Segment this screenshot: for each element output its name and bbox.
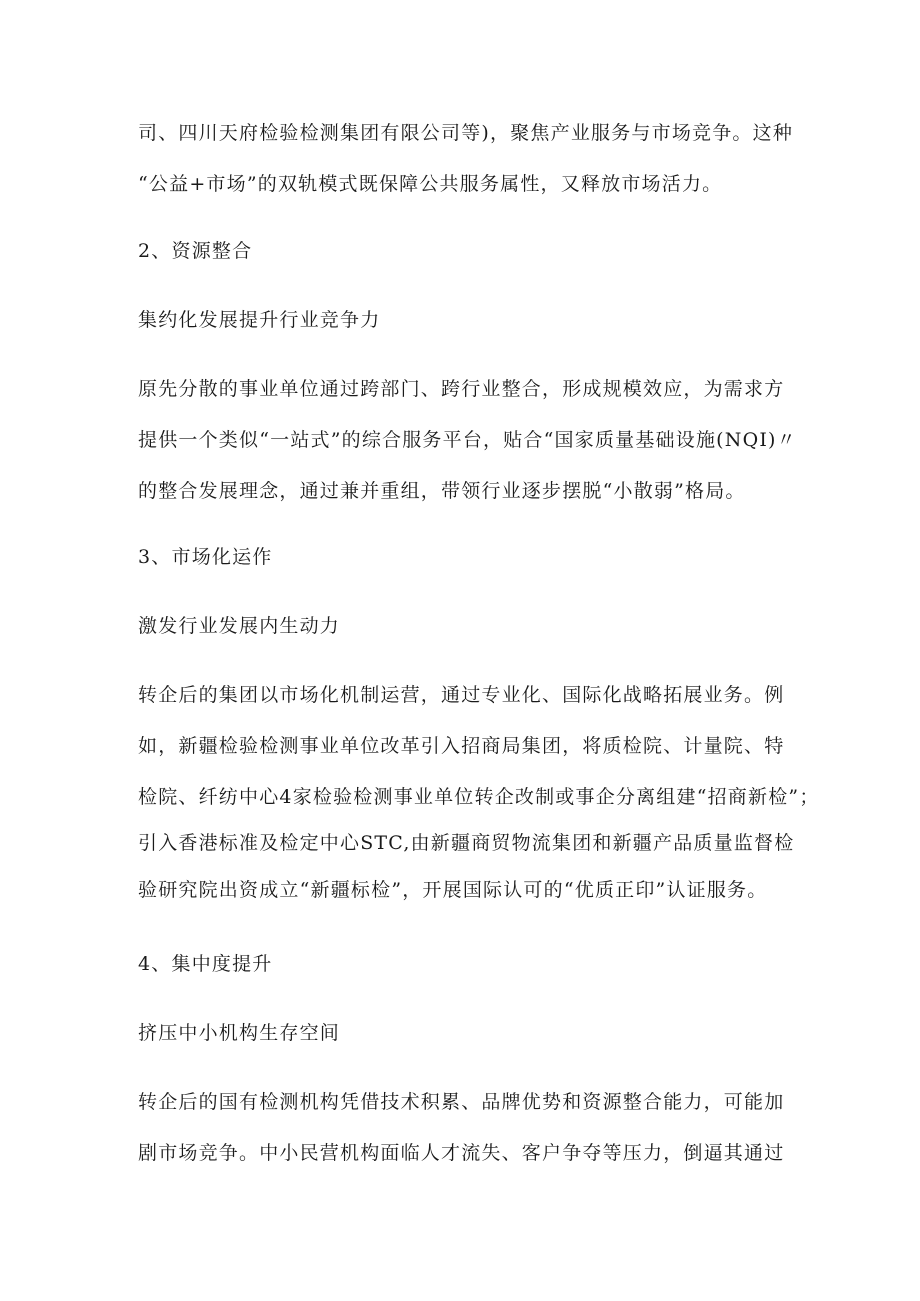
section-subheading: 集约化发展提升行业竞争力 <box>138 309 381 331</box>
paragraph-text-line: 引入香港标准及检定中心STC,由新疆商贸物流集团和新疆产品质量监督检 <box>138 832 795 854</box>
paragraph-text-line: “公益+市场”的双轨模式既保障公共服务属性，又释放市场活力。 <box>138 173 723 195</box>
paragraph-text-line: 转企后的国有检测机构凭借技术积累、品牌优势和资源整合能力，可能加 <box>138 1091 785 1113</box>
section-subheading: 激发行业发展内生动力 <box>138 615 341 637</box>
paragraph-text-line: 检院、纤纺中心4家检验检测事业单位转企改制或事企分离组建“招商新检”； <box>138 786 820 808</box>
paragraph-text-line: 提供一个类似“一站式”的综合服务平台，贴合“国家质量基础设施(NQI)〃 <box>138 429 797 451</box>
section-heading: 2、资源整合 <box>138 240 253 262</box>
paragraph-text-line: 原先分散的事业单位通过跨部门、跨行业整合，形成规模效应，为需求方 <box>138 378 785 400</box>
section-subheading: 挤压中小机构生存空间 <box>138 1022 341 1044</box>
paragraph-text-line: 司、四川天府检验检测集团有限公司等)，聚焦产业服务与市场竞争。这种 <box>138 122 794 144</box>
paragraph-text-line: 验研究院出资成立“新疆标检”，开展国际认可的“优质正印”认证服务。 <box>138 879 768 901</box>
paragraph-text-line: 的整合发展理念，通过兼并重组，带领行业逐步摆脱“小散弱”格局。 <box>138 480 746 502</box>
paragraph-text-line: 转企后的集团以市场化机制运营，通过专业化、国际化战略拓展业务。例 <box>138 684 785 706</box>
section-heading: 3、市场化运作 <box>138 546 273 568</box>
paragraph-text-line: 如，新疆检验检测事业单位改革引入招商局集团，将质检院、计量院、特 <box>138 735 785 757</box>
section-heading: 4、集中度提升 <box>138 953 273 975</box>
paragraph-text-line: 剧市场竞争。中小民营机构面临人才流失、客户争夺等压力，倒逼其通过 <box>138 1142 785 1164</box>
